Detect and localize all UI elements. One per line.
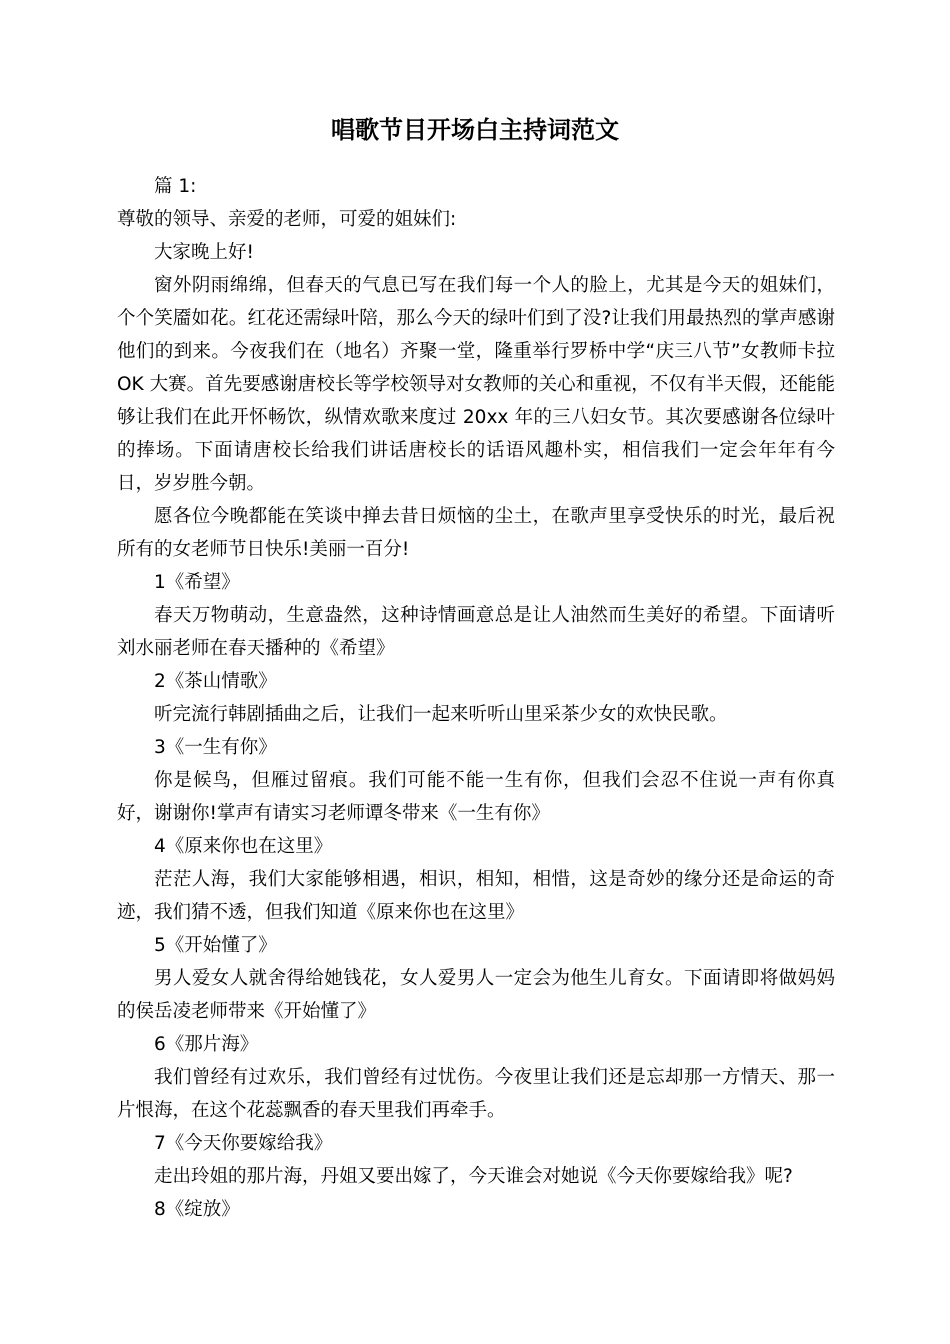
song-heading-7: 7《今天你要嫁给我》 <box>154 1133 333 1154</box>
song-intro-7: 走出玲姐的那片海，丹姐又要出嫁了，今天谁会对她说《今天你要嫁给我》呢? <box>154 1166 793 1187</box>
song-heading-4: 4《原来你也在这里》 <box>154 836 333 857</box>
song-intro-3: 你是候鸟，但雁过留痕。我们可能不能一生有你，但我们会忍不住说一声有你真好，谢谢你!掌声有请实习老师谭冬带来《一生有你》 <box>117 770 835 824</box>
document-body <box>117 170 835 1226</box>
paragraph-greeting: 大家晚上好! <box>154 242 254 263</box>
song-intro-1: 春天万物萌动，生意盎然，这种诗情画意总是让人油然而生美好的希望。下面请听刘水丽老师在春天播种的《希望》 <box>117 605 835 659</box>
song-heading-3: 3《一生有你》 <box>154 737 277 758</box>
song-intro-6: 我们曾经有过欢乐，我们曾经有过忧伤。今夜里让我们还是忘却那一方情天、那一片恨海，在这个花蕊飘香的春天里我们再牵手。 <box>117 1067 835 1121</box>
song-intro-2: 听完流行韩剧插曲之后，让我们一起来听听山里采茶少女的欢快民歌。 <box>154 704 728 725</box>
song-intro-4: 茫茫人海，我们大家能够相遇，相识，相知，相惜，这是奇妙的缘分还是命运的奇迹，我们猜不透，但我们知道《原来你也在这里》 <box>117 869 835 923</box>
song-heading-2: 2《茶山情歌》 <box>154 671 277 692</box>
paragraph-section-label: 篇 1: <box>154 176 197 197</box>
song-heading-8: 8《绽放》 <box>154 1199 240 1220</box>
song-intro-5: 男人爱女人就舍得给她钱花，女人爱男人一定会为他生儿育女。下面请即将做妈妈的侯岳凌老师带来《开始懂了》 <box>117 968 835 1022</box>
song-heading-5: 5《开始懂了》 <box>154 935 277 956</box>
song-heading-6: 6《那片海》 <box>154 1034 259 1055</box>
paragraph-opening-speech: 窗外阴雨绵绵，但春天的气息已写在我们每一个人的脸上，尤其是今天的姐妹们，个个笑靥如花。红花还需绿叶陪，那么今天的绿叶们到了没?让我们用最热烈的掌声感谢他们的到来。今夜我们在（地名）齐聚一堂，隆重举行罗桥中学“庆三八节”女教师卡拉 OK 大赛。首先要感谢唐校长等学校领导对女教师的关心和重视，不仅有半天假，还能能够让我们在此开怀畅饮，纵情欢歌来度过 20xx 年的三八妇女节。其次要感谢各位绿叶的捧场。下面请唐校长给我们讲话唐校长的话语风趣朴实，相信我们一定会年年有今日，岁岁胜今朝。 <box>117 275 835 494</box>
paragraph-opening-wishes: 愿各位今晚都能在笑谈中掸去昔日烦恼的尘土，在歌声里享受快乐的时光，最后祝所有的女老师节日快乐!美丽一百分! <box>117 506 835 560</box>
document-title: 唱歌节目开场白主持词范文 <box>331 116 619 144</box>
song-heading-1: 1《希望》 <box>154 572 240 593</box>
paragraph-greeting-address: 尊敬的领导、亲爱的老师，可爱的姐妹们: <box>117 209 457 230</box>
